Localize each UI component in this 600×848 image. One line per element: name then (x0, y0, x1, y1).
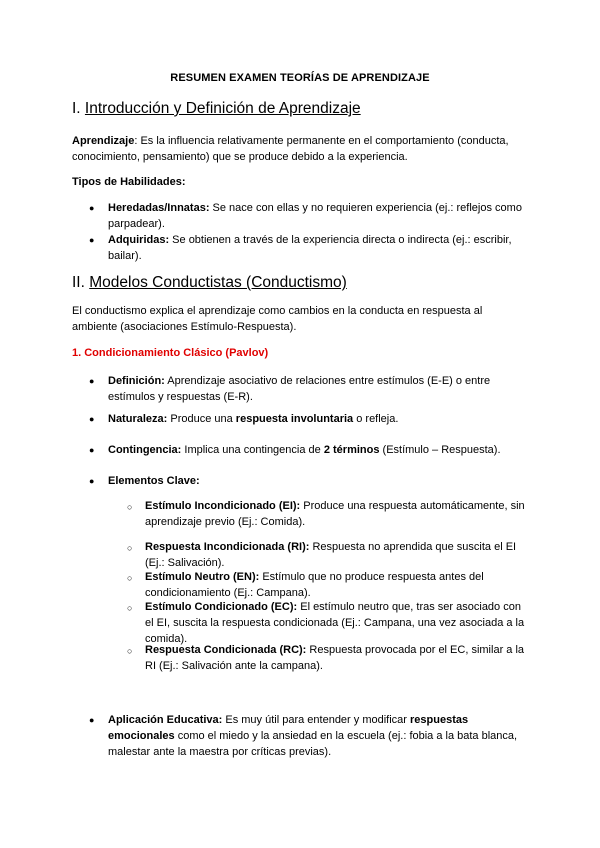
list-item (108, 200, 528, 232)
list-item-term: Aplicación Educativa: (108, 714, 223, 726)
list-item-text: Produce una (167, 413, 236, 425)
bullet-icon: ● (89, 376, 95, 386)
list-item-text: Se obtienen a través de la experiencia directa o indirecta (ej.: escribir, bailar). (108, 234, 512, 262)
sub-list-item (145, 642, 530, 674)
list-item-text: Es muy útil para entender y modificar (222, 714, 411, 726)
circle-bullet-icon: ○ (127, 573, 133, 583)
sub-list-item-text: Respuesta no aprendida que suscita el EI (Ej.: Salivación). (145, 541, 517, 569)
sub-list-item-term: Respuesta Incondicionada (RI): (145, 541, 310, 553)
list-item-text: Se nace con ellas y no requieren experiencia (ej.: reflejos como parpadear). (108, 202, 522, 230)
circle-bullet-icon: ○ (127, 646, 133, 656)
list-item-naturaleza (108, 411, 528, 427)
sub-list-item-text: Estímulo que no produce respuesta antes del condicionamiento (Ej.: Campana). (145, 571, 484, 599)
bullet-icon: ● (89, 715, 95, 725)
list-item-text: (Estímulo – Respuesta). (379, 444, 501, 456)
section-2-heading (72, 274, 347, 292)
document-title: RESUMEN EXAMEN TEORÍAS DE APRENDIZAJE (170, 72, 430, 84)
circle-bullet-icon: ○ (127, 502, 133, 512)
sub-list-item (145, 599, 530, 647)
circle-bullet-icon: ○ (127, 603, 133, 613)
circle-bullet-icon: ○ (127, 543, 133, 553)
list-item-term: Contingencia: (108, 444, 182, 456)
list-item (108, 232, 528, 264)
bullet-icon: ● (89, 445, 95, 455)
list-item-emphasis: respuesta involuntaria (235, 413, 354, 425)
list-item-elementos: Elementos Clave: (108, 475, 200, 487)
section-1-number: I. (72, 100, 85, 117)
list-item-text: Implica una contingencia de (181, 444, 324, 456)
list-item-contingencia (108, 442, 528, 458)
section-1-heading (72, 100, 361, 118)
list-item-emphasis: 2 términos (323, 444, 380, 456)
bullet-icon: ● (89, 203, 95, 213)
types-heading: Tipos de Habilidades: (72, 176, 186, 188)
sub-list-item-term: Estímulo Condicionado (EC): (145, 601, 298, 613)
list-item-term: Adquiridas: (108, 234, 170, 246)
subsection-heading: 1. Condicionamiento Clásico (Pavlov) (72, 347, 269, 359)
bullet-icon: ● (89, 414, 95, 424)
section-1-title: Introducción y Definición de Aprendizaje (84, 100, 361, 117)
sub-list-item-text: El estímulo neutro que, tras ser asociado con el EI, suscita la respuesta condicionada (Ej.: Campana, una vez asociada a la comida). (145, 601, 525, 645)
bullet-icon: ● (89, 235, 95, 245)
section-2-number: II. (72, 274, 90, 291)
list-item-text: o refleja. (353, 413, 399, 425)
list-item-definicion (108, 373, 528, 405)
list-item-term: Definición: (108, 375, 165, 387)
definition-text: : Es la influencia relativamente permanente en el comportamiento (conducta, conocimiento, pensamiento) que se produce debido a la experiencia. (72, 135, 509, 163)
sub-list-item-term: Respuesta Condicionada (RC): (145, 644, 307, 656)
list-item-term: Heredadas/Innatas: (108, 202, 210, 214)
sub-list-item (145, 569, 530, 601)
sub-list-item-term: Estímulo Incondicionado (EI): (145, 500, 301, 512)
sub-list-item-term: Estímulo Neutro (EN): (145, 571, 260, 583)
bullet-icon: ● (89, 476, 95, 486)
aprendizaje-definition (72, 133, 532, 165)
sub-list-item-text: Produce una respuesta automáticamente, sin aprendizaje previo (Ej.: Comida). (145, 500, 525, 528)
definition-term: Aprendizaje (72, 135, 135, 147)
sub-list-item (145, 498, 530, 530)
list-item-term: Naturaleza: (108, 413, 168, 425)
section-2-title: Modelos Conductistas (Conductismo) (89, 274, 347, 291)
list-item-aplicacion (108, 712, 528, 760)
conductismo-intro: El conductismo explica el aprendizaje como cambios en la conducta en respuesta al ambiente (asociaciones Estímulo-Respuesta). (72, 305, 483, 333)
list-item-text: como el miedo y la ansiedad en la escuela (ej.: fobia a la bata blanca, malestar ante la maestra por críticas previas). (108, 730, 518, 758)
sub-list-item (145, 539, 530, 571)
list-item-text: Aprendizaje asociativo de relaciones entre estímulos (E-E) o entre estímulos y respuestas (E-R). (108, 375, 491, 403)
list-item-emphasis: respuestas emocionales (108, 714, 469, 742)
sub-list-item-text: Respuesta provocada por el EC, similar a la RI (Ej.: Salivación ante la campana). (145, 644, 525, 672)
